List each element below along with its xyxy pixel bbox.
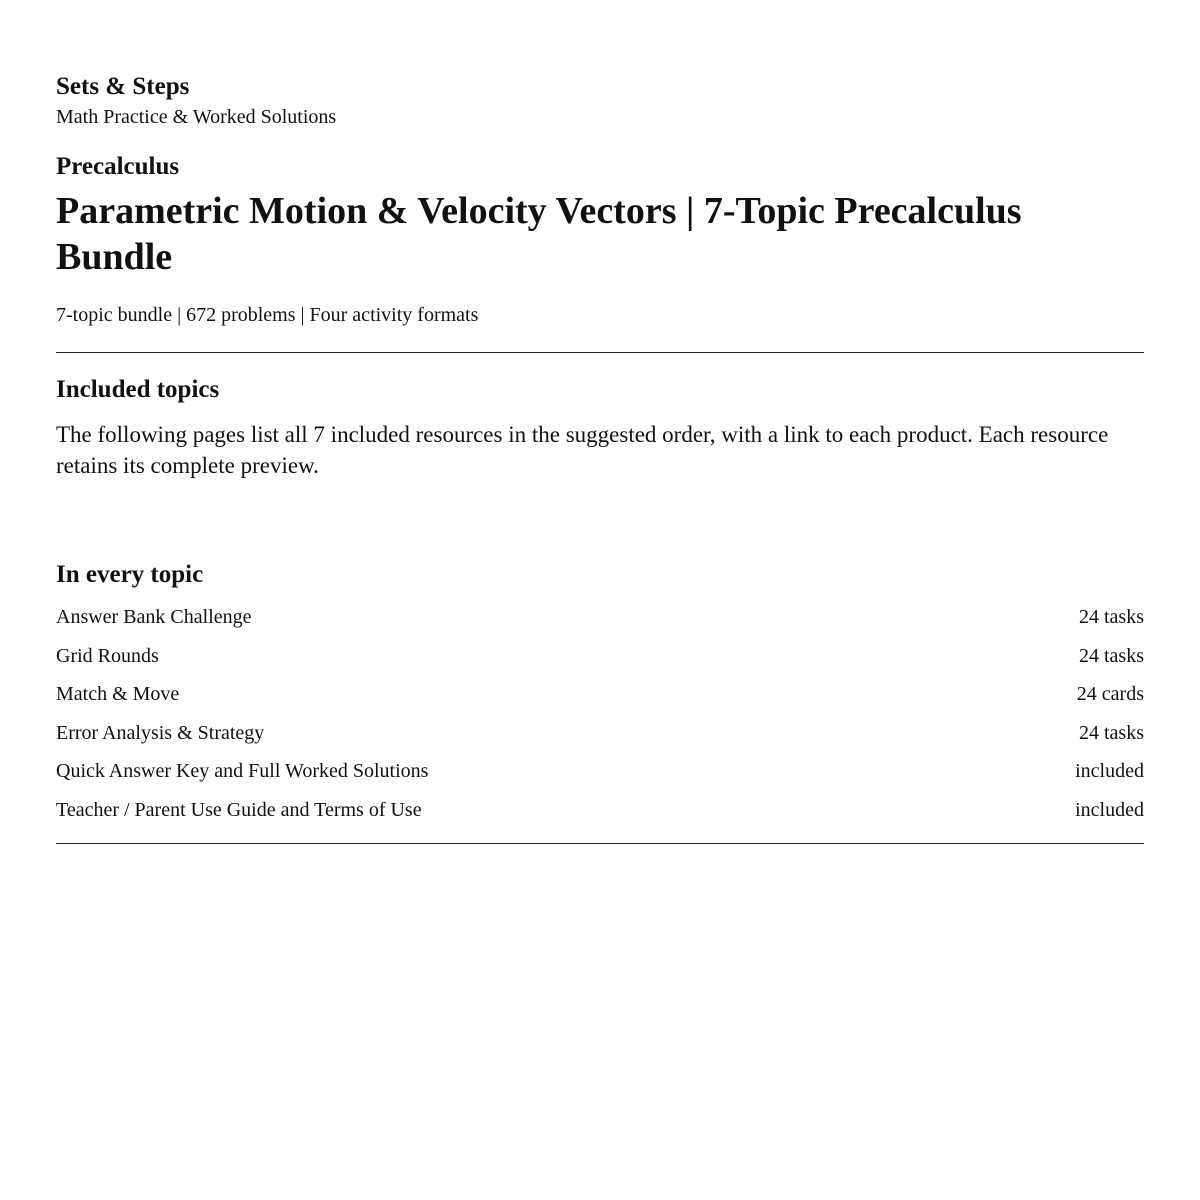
product-meta: 7-topic bundle | 672 problems | Four activity formats — [56, 304, 479, 326]
brand-header — [56, 72, 1144, 130]
divider-top — [56, 352, 1144, 353]
brand-tagline: Math Practice & Worked Solutions — [56, 106, 337, 128]
list-item — [56, 681, 1144, 720]
subject-label: Precalculus — [56, 153, 180, 180]
list-item — [56, 797, 1144, 836]
list-item-value: 24 tasks — [1079, 606, 1144, 628]
list-item-value: 24 cards — [1076, 683, 1144, 705]
list-item-value: 24 tasks — [1079, 721, 1144, 744]
list-item-label: Match & Move — [56, 683, 180, 705]
included-topics-heading: Included topics — [56, 376, 220, 403]
list-item — [56, 758, 1144, 797]
list-item-value: included — [1075, 760, 1144, 782]
divider-bottom — [56, 843, 1144, 844]
included-topics-section — [56, 375, 1144, 481]
list-item-label: Quick Answer Key and Full Worked Solutions — [56, 760, 429, 782]
list-item-label: Answer Bank Challenge — [56, 606, 252, 628]
list-item — [56, 643, 1144, 682]
every-topic-heading: In every topic — [56, 561, 204, 588]
list-item-label: Error Analysis & Strategy — [56, 721, 265, 744]
included-topics-body: The following pages list all 7 included resources in the suggested order, with a link to each product. Each resource retains its complete preview. — [56, 422, 1109, 478]
every-topic-section — [56, 560, 1144, 835]
brand-name: Sets & Steps — [56, 73, 190, 100]
list-item-value: 24 tasks — [1079, 644, 1144, 667]
every-topic-list — [56, 604, 1144, 835]
list-item-value: included — [1075, 798, 1144, 821]
list-item — [56, 720, 1144, 759]
list-item — [56, 604, 1144, 643]
product-header — [56, 152, 1144, 328]
list-item-label: Grid Rounds — [56, 644, 159, 667]
product-title: Parametric Motion & Velocity Vectors | 7-Topic Precalculus Bundle — [56, 190, 1022, 278]
list-item-label: Teacher / Parent Use Guide and Terms of Use — [56, 798, 422, 821]
